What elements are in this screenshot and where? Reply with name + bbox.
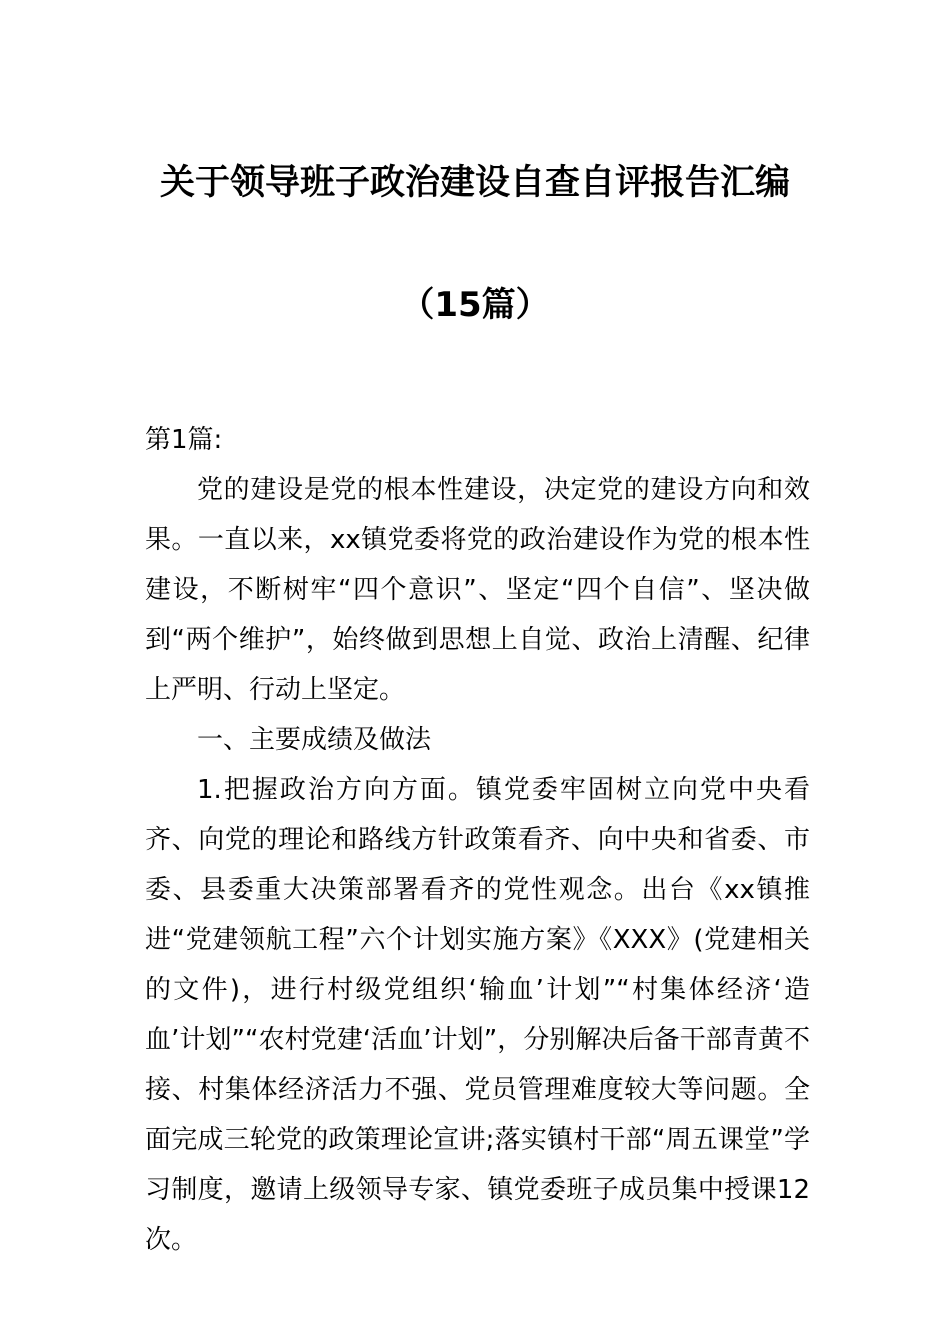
section-heading: 一、主要成绩及做法 — [197, 725, 432, 755]
section-label: 第1篇: — [145, 425, 223, 455]
document-body — [145, 415, 810, 1265]
document-title: 关于领导班子政治建设自查自评报告汇编 — [159, 163, 790, 203]
document-subtitle: （15篇） — [400, 285, 550, 325]
paragraph-political-direction: 1.把握政治方向方面。镇党委牢固树立向党中央看齐、向党的理论和路线方针政策看齐、向中央和省委、市委、县委重大决策部署看齐的党性观念。出台《xx镇推进“党建领航工程”六个计划实施方案》《XXX》(党建相关的文件)，进行村级党组织‘输血’计划”“村集体经济‘造血’计划”“农村党建‘活血’计划”，分别解决后备干部青黄不接、村集体经济活力不强、党员管理难度较大等问题。全面完成三轮党的政策理论宣讲;落实镇村干部“周五课堂”学习制度，邀请上级领导专家、镇党委班子成员集中授课12次。 — [145, 775, 810, 1255]
paragraph-intro: 党的建设是党的根本性建设，决定党的建设方向和效果。一直以来，xx镇党委将党的政治建设作为党的根本性建设，不断树牢“四个意识”、坚定“四个自信”、坚决做到“两个维护”，始终做到思想上自觉、政治上清醒、纪律上严明、行动上坚定。 — [145, 475, 810, 705]
